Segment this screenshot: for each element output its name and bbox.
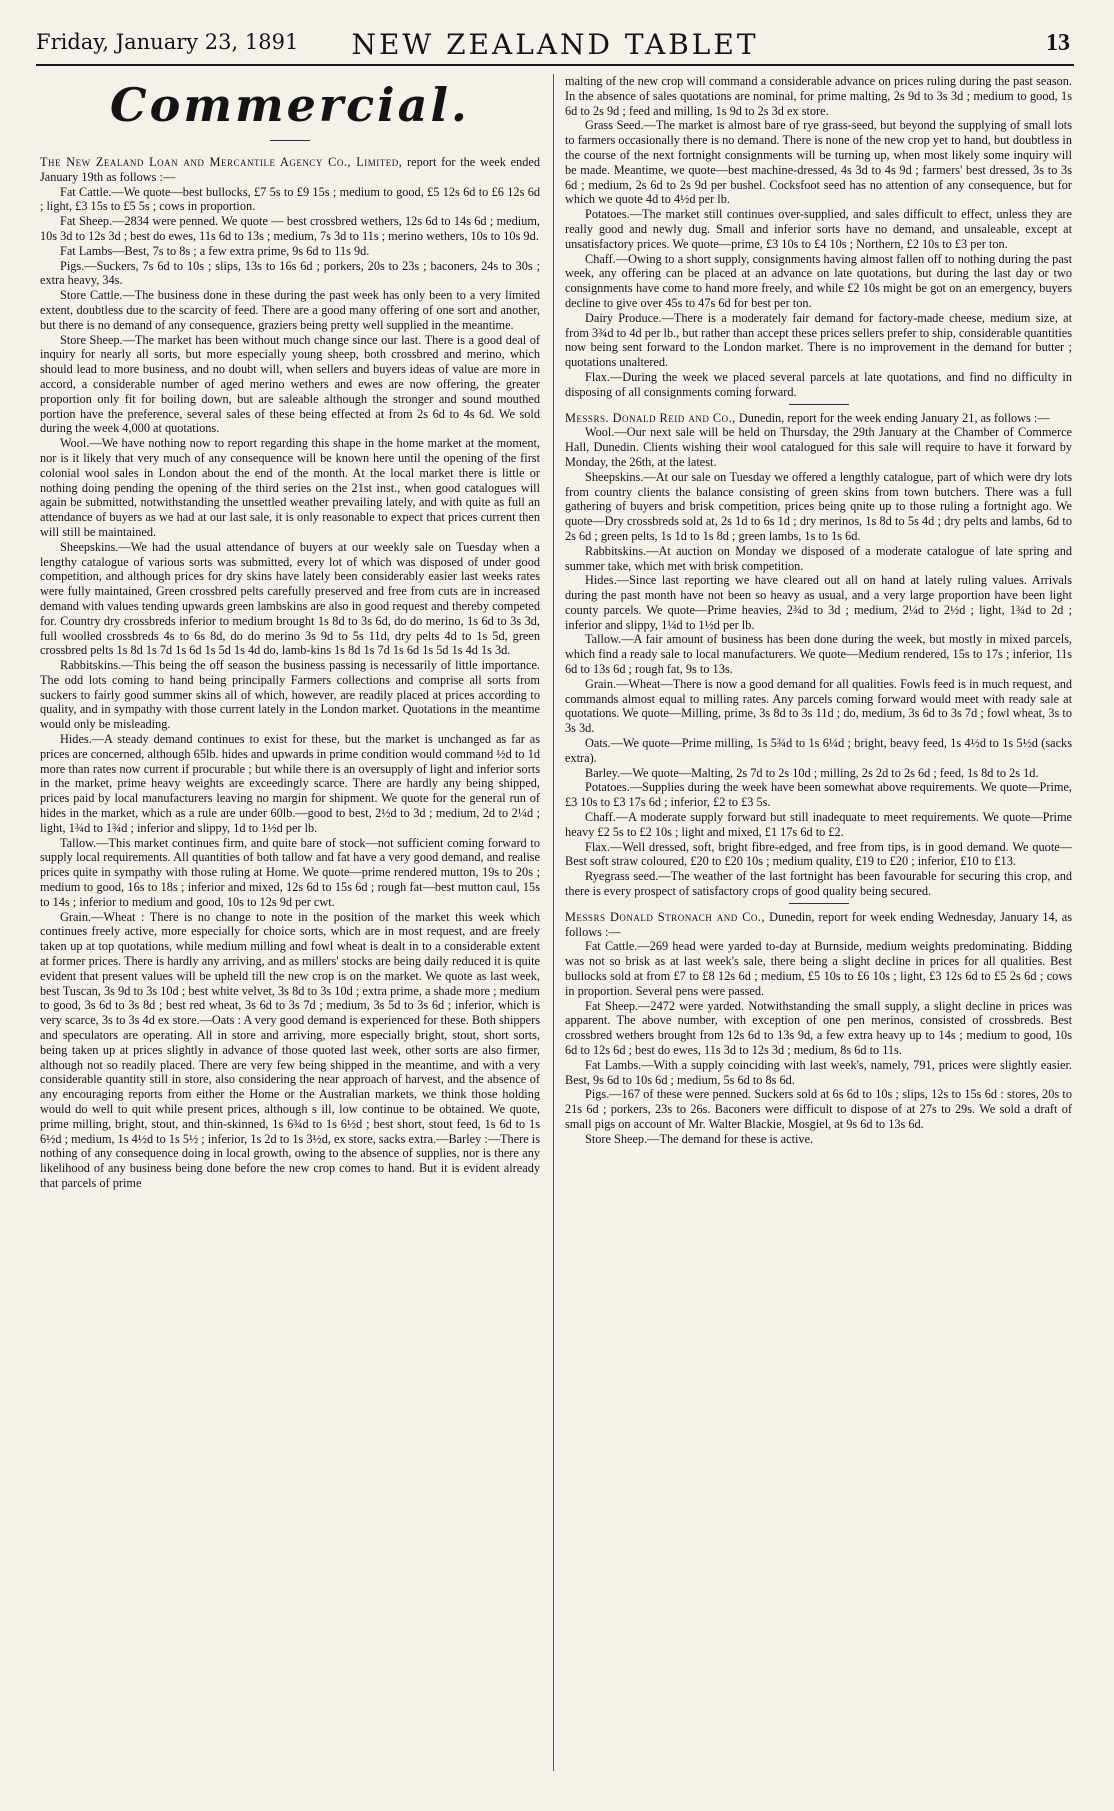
article-paragraph: Grain.—Wheat—There is now a good demand for all qualities. Fowls feed is in much request, and commands almost equal to milling rates. Any parcels coming forward would meet with ready sale at quotations. We quote—Milling, prime, 3s 8d to 3s 11d ; do, medium, 3s 6d to 3s 7d ; fowl wheat, 3s to 3s 3d.	[565, 676, 1072, 736]
article-paragraph: Wool.—Our next sale will be held on Thursday, the 29th January at the Chamber of Commerce Hall, Dunedin. Clients wishing their wool catalogued for this sale will require to have it forward by Monday, the 26th, at the latest.	[565, 425, 1072, 469]
issue-date: Friday, January 23, 1891	[36, 30, 299, 54]
article-paragraph: Fat Lambs.—With a supply coinciding with last week's, namely, 791, prices were slightly easier. Best, 9s 6d to 10s 6d ; medium, 5s 6d to 8s 6d.	[565, 1057, 1072, 1087]
heading-rule	[270, 140, 310, 141]
article-paragraph: Potatoes.—Supplies during the week have been somewhat above requirements. We quote—Prime, £3 10s to £3 17s 6d ; inferior, £2 to £3 5s.	[565, 780, 1072, 810]
column-divider	[553, 74, 554, 1771]
article-paragraph: Tallow.—This market continues firm, and quite bare of stock—not sufficient coming forward to supply local requirements. All quantities of both tallow and fat have a very good demand, and realise prices quite in sympathy with those ruling at Home. We quote—prime rendered mutton, 19s to 20s ; medium to good, 16s to 18s ; inferior and mixed, 12s 6d to 15s 6d ; rough fat—best mutton caul, 15s to 14s ; inferior to medium and good, 10s to 12s 9d per cwt.	[40, 835, 540, 909]
page-number: 13	[1046, 30, 1070, 56]
article-paragraph: malting of the new crop will command a considerable advance on prices ruling during the past season. In the absence of sales quotations are nominal, for prime malting, 2s 9d to 3s 3d ; medium to good, 1s 6d to 2s 9d ; feed and milling, 1s 9d to 2s 3d ex store.	[565, 74, 1072, 118]
article-paragraph: Hides.—Since last reporting we have cleared out all on hand at lately ruling values. Arrivals during the past month have not been so heavy as usual, and a very large proportion have been light county parcels. We quote—Prime heavies, 2¾d to 3d ; medium, 2¼d to 2½d ; light, 1¾d to 2d ; inferior and slippy, 1¼d to 1½d per lb.	[565, 573, 1072, 632]
article-paragraph: Store Cattle.—The business done in these during the past week has only been to a very limited extent, doubtless due to the scarcity of feed. There are a good many offering of one sort and another, but there is no demand of any consequence, graziers being pretty well supplied in the meantime.	[40, 288, 540, 332]
right-paragraphs-1	[565, 74, 1072, 400]
right-paragraphs-2	[565, 425, 1072, 899]
article-paragraph: Chaff.—A moderate supply forward but still inadequate to meet requirements. We quote—Prime heavy £2 5s to £2 10s ; light and mixed, £1 17s 6d to £2.	[565, 810, 1072, 839]
section-heading: Commercial.	[110, 78, 470, 132]
article-paragraph: Fat Cattle.—We quote—best bullocks, £7 5s to £9 15s ; medium to good, £5 12s 6d to £6 12s 6d ; light, £3 15s to £5 5s ; cows in proportion.	[40, 184, 540, 214]
article-paragraph: Sheepskins.—At our sale on Tuesday we offered a lengthly catalogue, part of which were dry lots from country clients the balance consisting of green skins from town butchers. There was a full gathering of buyers and brisk competition, prices being qnite up to those ruling a fortnight ago. We quote—Dry crossbreds sold at, 2s 1d to 6s 1d ; dry merinos, 1s 8d to 5s 4d ; dry pelts and lambs, 6d to 2s 6d ; green pelts, 1s 1d to 1s 8d ; green lambs, 1s to 1s 6d.	[565, 469, 1072, 543]
agency-intro: report for the week ended January 19th as follows :—	[40, 155, 540, 184]
article-paragraph: Fat Sheep.—2834 were penned. We quote — best crossbred wethers, 12s 6d to 14s 6d ; medium, 10s 3d to 12s 3d ; best do ewes, 11s 6d to 13s ; medium, 7s 3d to 11s ; merino wethers, 10s to 10s 9d.	[40, 214, 540, 243]
article-paragraph: Hides.—A steady demand continues to exist for these, but the market is unchanged as far as prices are concerned, although 65lb. hides and upwards in prime condition would command ½d to 1d more than rates now current if procurable ; but while there is an oversupply of light and inferior sorts in the market, prime heavy weights are exceedingly scarce. There are hardly any being shipped, prices paid by local manufacturers leaving no margin for shipment. We quote for the general run of hides in the market, which as a rule are under 60lb.—good to best, 2½d to 3d ; medium, 2d to 2¼d ; light, 1¾d to 1¾d ; inferior and slippy, 1d to 1½d per lb.	[40, 732, 540, 835]
agency-name: The New Zealand Loan and Mercantile Agency Co., Limited,	[40, 155, 403, 169]
article-paragraph: Fat Sheep.—2472 were yarded. Notwithstanding the small supply, a slight decline in prices was apparent. The above number, with exception of one pen merinos, consisted of crossbreds. Best crossbred wethers brought from 12s 6d to 13s 9d, a few extra heavy up to 14s ; medium to good, 10s 6d to 12s 6d ; best do ewes, 11s 3d to 12s 3d ; medium, 8s 6d to 11s.	[565, 998, 1072, 1057]
article-paragraph: Tallow.—A fair amount of business has been done during the week, but mostly in mixed parcels, which find a ready sale to local manufacturers. We quote—Medium rendered, 15s to 17s ; inferior, 11s 6d to 13s 6d ; rough fat, 9s to 13s.	[565, 632, 1072, 677]
article-paragraph: Flax.—During the week we placed several parcels at late quotations, and find no difficulty in disposing of all consignments coming forward.	[565, 369, 1072, 399]
right-column	[565, 74, 1072, 1771]
article-paragraph: Wool.—We have nothing now to report regarding this shape in the home market at the moment, nor is it likely that very much of any consequence will be known here until the opening of the first colonial wool sales in London about the end of the month. At the local market there is little or nothing doing pending the opening of the third series on the 21st inst., when good catalogues will again be submitted, notwithstanding the unsettled weather prevailing lately, and with quite as full an attendance of buyers as we had at our last sale, it is only reasonable to expect that prices current then will still be maintained.	[40, 436, 540, 539]
left-paragraphs	[40, 185, 540, 1191]
article-paragraph: Oats.—We quote—Prime milling, 1s 5¾d to 1s 6¼d ; bright, beavy feed, 1s 4½d to 1s 5½d (sacks extra).	[565, 736, 1072, 765]
stronach-intro: Dunedin, report for week ending Wednesday, January 14, as follows :—	[565, 909, 1072, 939]
right-paragraphs-3	[565, 939, 1072, 1146]
reid-report-intro	[565, 411, 1072, 426]
article-paragraph: Pigs.—167 of these were penned. Suckers sold at 6s 6d to 10s ; slips, 12s to 15s 6d : stores, 20s to 21s 6d ; porkers, 23s to 26s. Baconers were difficult to dispose of at 27s to 29s. We sold a draft of small pigs on account of Mr. Walter Blackie, Mosgiel, at 9s 6d to 13s 6d.	[565, 1087, 1072, 1131]
reid-intro: Dunedin, report for the week ending January 21, as follows :—	[735, 410, 1050, 425]
article-paragraph: Pigs.—Suckers, 7s 6d to 10s ; slips, 13s to 16s 6d ; porkers, 20s to 23s ; baconers, 24s to 30s ; extra heavy, 34s.	[40, 258, 540, 288]
article-paragraph: Sheepskins.—We had the usual attendance of buyers at our weekly sale on Tuesday when a lengthy catalogue of various sorts was submitted, every lot of which was disposed of under good competition, and although prices for dry skins have lately been considerably easier last weeks rates were fully maintained, Green crossbred pelts carefully preserved and free from cuts are in increased demand with values tending upwards green lambskins are also in good request and thereby competed for. Country dry crossbreds inferior to medium brought 1s 8d to 3s 6d, do do merino, 1s 6d to 3s 3d, full woolled crossbreds 4s to 6s 8d, do do merino 3s 9d to 5s 11d, dry pelts 4d to 1s 5d, green crossbred pelts 1s 8d 1s 7d 1s 6d 1s 5d 1s 4d do, lamb-kins 1s 8d 1s 7d 1s 6d 1s 5d 1s 4d 1s 3d.	[40, 539, 540, 658]
article-paragraph: Store Sheep.—The demand for these is active.	[585, 1131, 814, 1146]
article-paragraph: Grass Seed.—The market is almost bare of rye grass-seed, but beyond the supplying of small lots to farmers occasionally there is no demand. There is none of the new crop yet to hand, but doubtless in the course of the next fortnight consignments will be turning up, when most likely some inquiry will be made. Meantime, we quote—best machine-dressed, 4s 3d to 4s 9d ; farmers' best dressed, 3s to 3s 6d ; medium, 2s 6d to 2s 9d per bushel. Cocksfoot seed has no attention of any consequence, but for which we quote 4d to 4½d per lb.	[565, 118, 1072, 207]
agency-report-intro	[40, 155, 540, 185]
article-paragraph: Barley.—We quote—Malting, 2s 7d to 2s 10d ; milling, 2s 2d to 2s 6d ; feed, 1s 8d to 2s 1d.	[585, 765, 1039, 780]
article-paragraph: Fat Cattle.—269 head were yarded to-day at Burnside, medium weights predominating. Bidding was not so brisk as at last week's sale, there being a slight decline in prices for all qualities. Best bullocks sold at from £7 to £8 12s 6d ; medium, £5 10s to £6 10s ; light, £3 12s 6d to £5 2s 6d ; cows in proportion. Several pens were passed.	[565, 939, 1072, 998]
article-paragraph: Flax.—Well dressed, soft, bright fibre-edged, and free from tips, is in good demand. We quote—Best soft straw coloured, £20 to £20 10s ; medium quality, £19 to £20 ; inferior, £10 to £13.	[565, 839, 1072, 869]
article-paragraph: Dairy Produce.—There is a moderately fair demand for factory-made cheese, medium size, at from 3¾d to 4d per lb., but rather than accept these prices sellers prefer to ship, considerable quantities now being sent forward to the London market. There is no improvement in the demand for butter ; quotations unaltered.	[565, 310, 1072, 370]
article-paragraph: Chaff.—Owing to a short supply, consignments having almost fallen off to nothing during the past week, any offering can be placed at an advance on late quotations, but during the last day or two consignments have come to hand more freely, and while £2 10s might be got on an emergency, buyers decline to give over 45s to 47s 6d for best per ton.	[565, 251, 1072, 310]
article-paragraph: Potatoes.—The market still continues over-supplied, and sales difficult to effect, unless they are really good and newly dug. Small and inferior sorts have no demand, and unsaleable, except at unsatisfactory prices. We quote—prime, £3 10s to £4 10s ; Northern, £2 10s to £3 per ton.	[565, 207, 1072, 251]
newspaper-title: NEW ZEALAND TABLET	[351, 28, 759, 61]
article-paragraph: Rabbitskins.—At auction on Monday we disposed of a moderate catalogue of late spring and summer take, which met with brisk competition.	[565, 543, 1072, 573]
separator-rule-2	[789, 903, 849, 904]
article-paragraph: Rabbitskins.—This being the off season the business passing is necessarily of little importance. The odd lots coming to hand being principally Farmers collections and comprise all sorts from suckers to fairly good summer skins all of which, however, are readily placed at prices according to quality, and in sympathy with those current lately in the London market. Quotations in the meantime would only be misleading.	[40, 658, 540, 732]
stronach-name: Messrs Donald Stronach and Co.,	[565, 909, 766, 924]
page-header	[36, 18, 1074, 66]
article-paragraph: Store Sheep.—The market has been without much change since our last. There is a good deal of inquiry for nearly all sorts, but more especially young sheep, both crossbred and merino, which should lead to more business, and no doubt will, when sellers and buyers ideas of value are more in accord, a considerable number of aged merino wethers and ewes are now offering, the greater proportion only fit for boiling down, but are saleable although the stronger and sound mouthed portion have the preference, several sales of these being effected at from 2s 6d to 4s 6d. We sold during the week 4,000 at quotations.	[40, 332, 540, 436]
reid-name: Messrs. Donald Reid and Co.,	[565, 410, 736, 425]
stronach-report-intro	[565, 910, 1072, 940]
article-paragraph: Ryegrass seed.—The weather of the last fortnight has been favourable for securing this crop, and there is every prospect of satisfactory crops of good quality being secured.	[565, 869, 1072, 899]
separator-rule-1	[789, 404, 849, 405]
article-paragraph: Grain.—Wheat : There is no change to note in the position of the market this week which continues freely active, more especially for choice sorts, which are in most request, and are freely taken up at top quotations, while medium milling and fowl wheat is dealt in to a considerable extent at former prices. There is hardly any arriving, and as millers' stocks are being daily reduced it is quite evident that present values will be upheld till the new crop is on the market. We quote as last week, best Tuscan, 3s 9d to 3s 10d ; best white velvet, 3s 8d to 3s 10d ; extra prime, a shade more ; medium to good, 3s 6d to 3s 8d ; best red wheat, 3s 6d to 3s 7d ; medium, 3s 5d to 3s 6d ; inferior, which is very scarce, 3s to 3s 4d ex store.—Oats : A very good demand is experienced for these. Both shippers and speculators are operating. All in store and arriving, more especially bright, stout, short sorts, being taken up at prices slightly in advance of those quoted last week, other sorts are also firmer, although not so readily placed. There are very few being shipped in the meantime, and with a very considerable quantity still in store, also considering the near approach of harvest, and the absence of any encouraging reports from either the Home or the Australian markets, we think those holding would do well to quit while present prices, although s ill, low continue to be obtained. We quote, prime milling, bright, stout, and thin-skinned, 1s 6¾d to 1s 6½d ; best short, stout feed, 1s 6d to 1s 6½d ; medium, 1s 4½d to 1s 5½ ; inferior, 1s 2d to 1s 3½d, ex store, sacks extra.—Barley :—There is nothing of any consequence doing in local growth, owing to the absence of supplies, nor is there any likelihood of any business being done before the new crop comes to hand. But it is evident already that parcels of prime	[40, 909, 540, 1190]
left-column	[40, 74, 540, 1771]
article-paragraph: Fat Lambs—Best, 7s to 8s ; a few extra prime, 9s 6d to 11s 9d.	[60, 243, 370, 258]
